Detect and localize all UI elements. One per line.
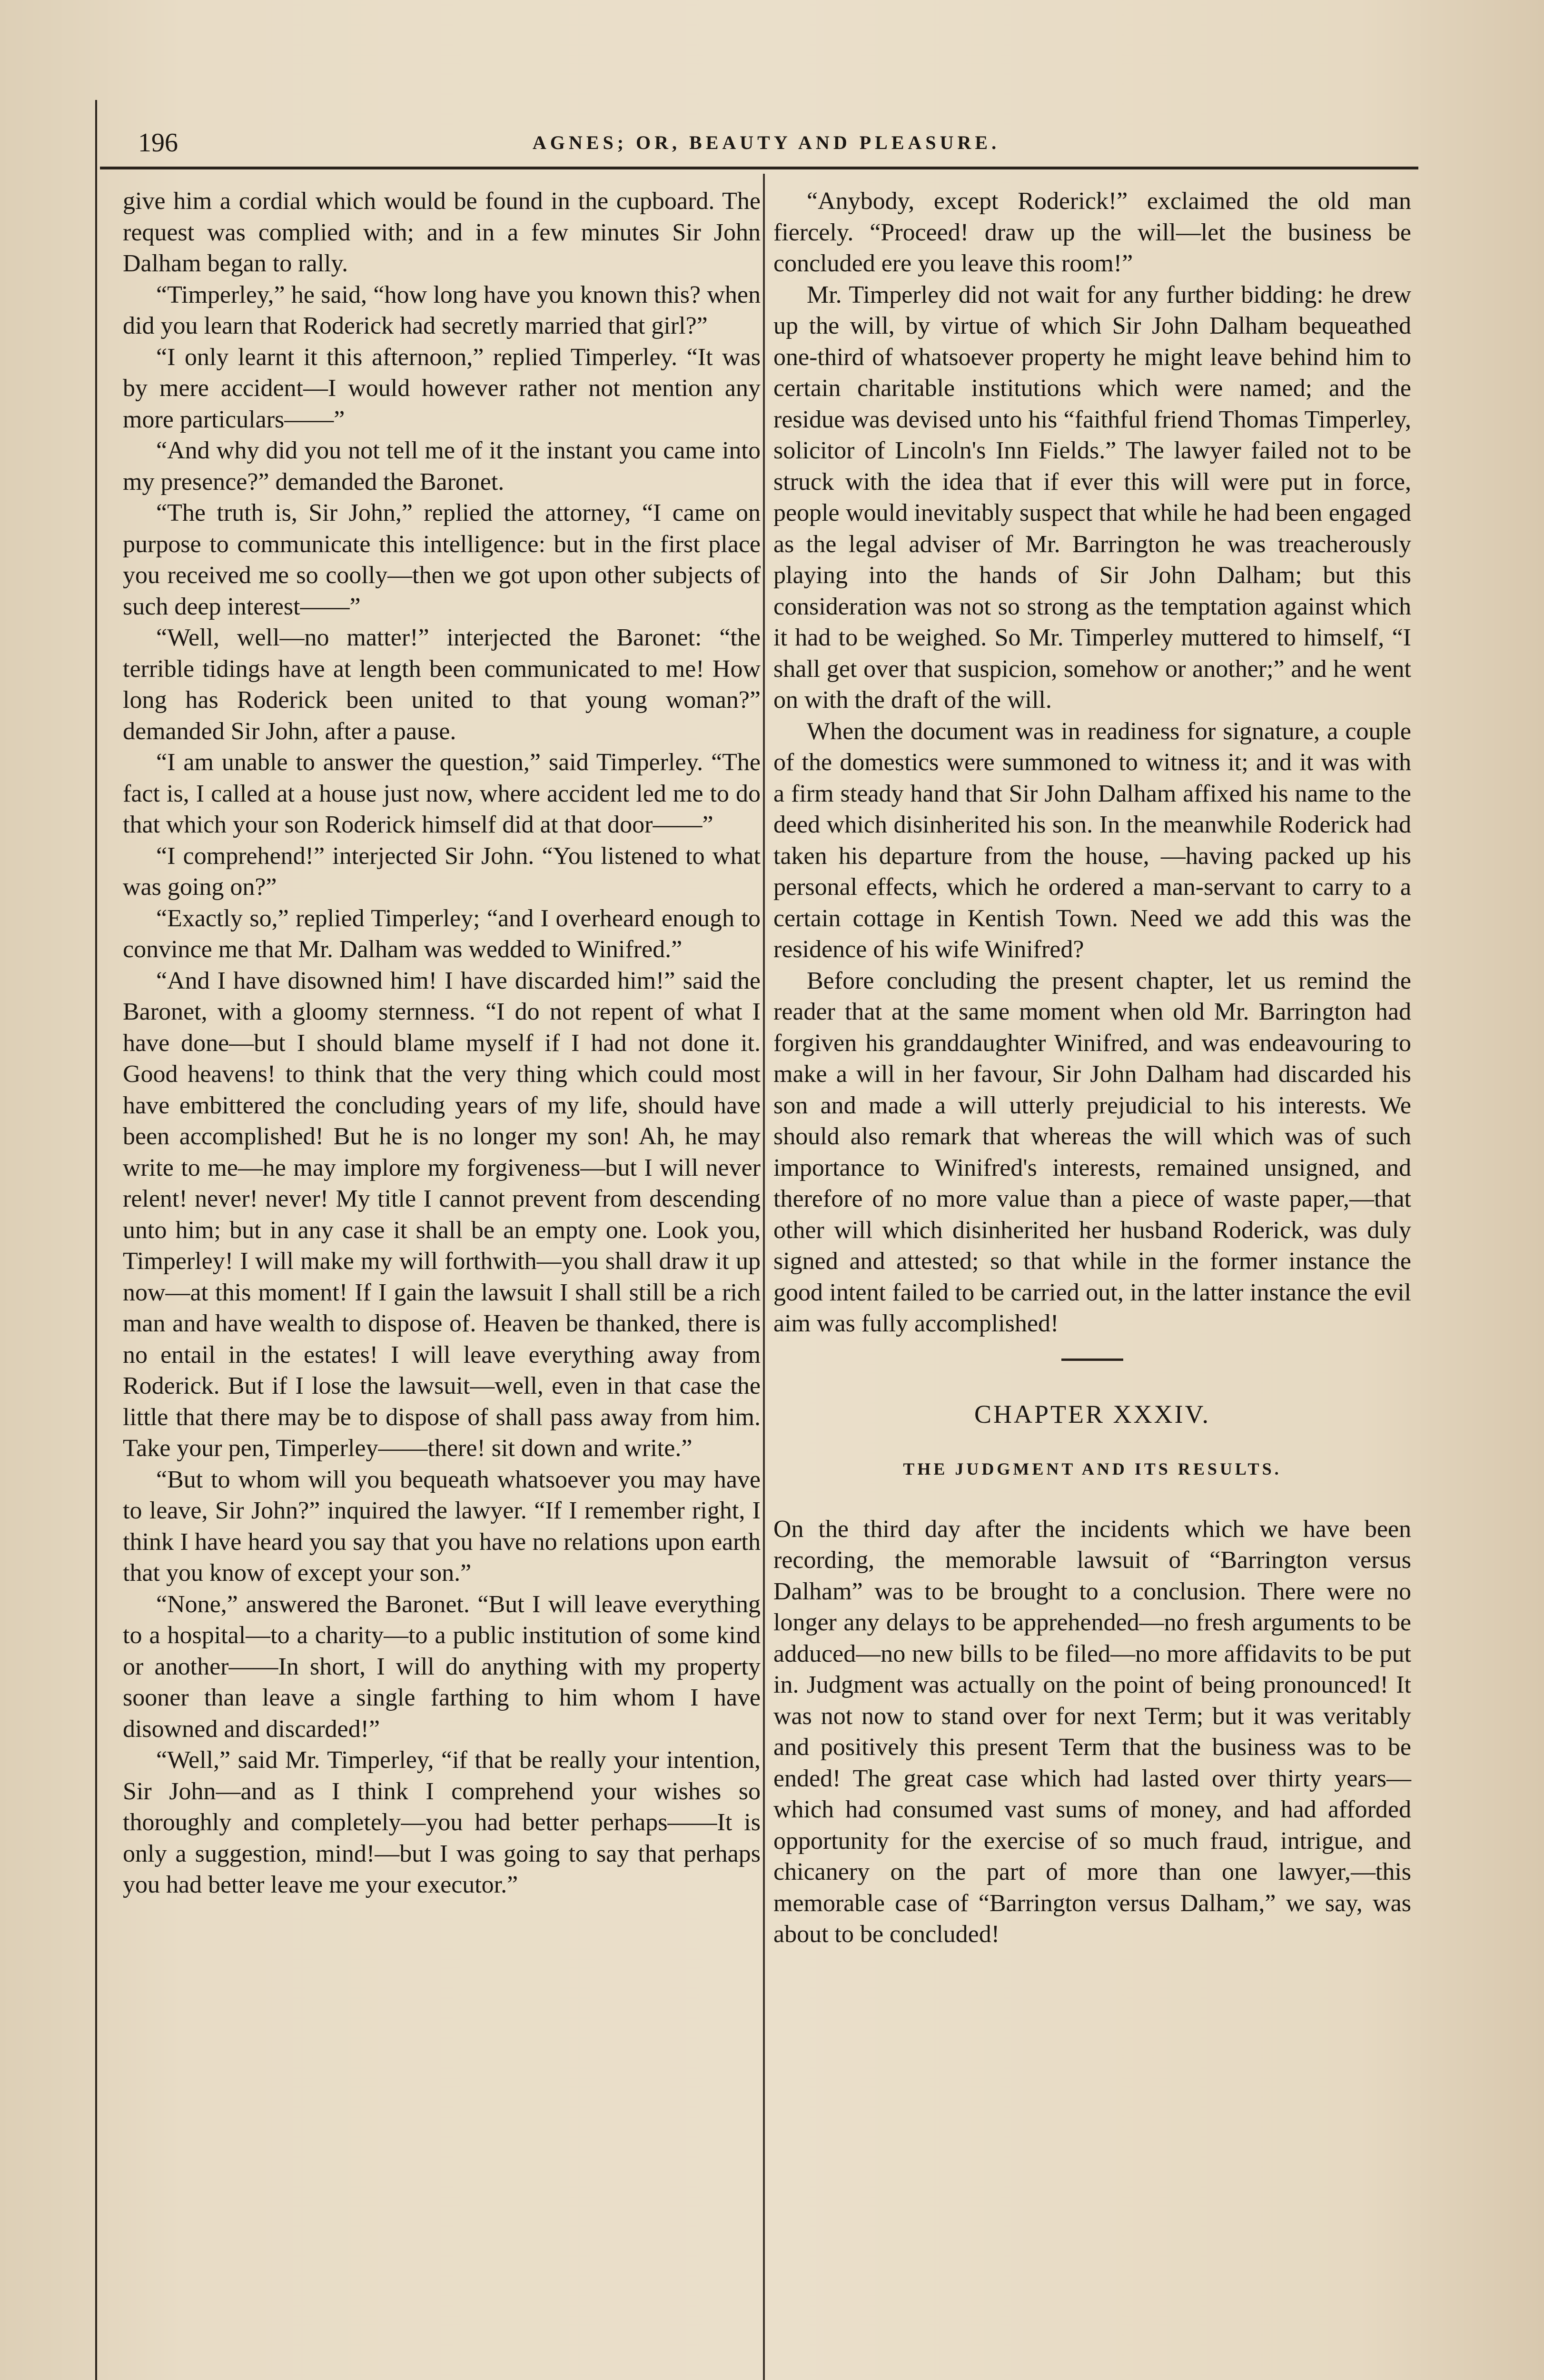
paragraph: “Exactly so,” replied Timperley; “and I overheard enough to convince me that Mr. Dalham was wedded to Winifred.” [123,904,761,963]
paragraph: “Well,” said Mr. Timperley, “if that be really your intention, Sir John—and as I think I comprehend your wishes so thoroughly and completely—you had better perhaps——It is only a suggestion, mind!—but I was going to say that perhaps you had better leave me your executor.” [123,1746,761,1898]
paragraph: “None,” answered the Baronet. “But I will leave everything to a hospital—to a charity—to a public institution of some kind or another——In short, I will do anything with my property sooner than leave a single farthing to him whom I have disowned and discarded!” [123,1590,761,1743]
page-number: 196 [138,128,178,158]
paragraph: “Well, well—no matter!” interjected the Baronet: “the terrible tidings have at length been communicated to me! How long has Roderick been united to that young woman?” demanded Sir John, after a pause. [123,624,761,745]
paragraph: “Timperley,” he said, “how long have you known this? when did you learn that Roderick had secretly married that girl?” [123,281,761,339]
paragraph: give him a cordial which would be found in the cupboard. The request was complied with; and in a few minutes Sir John Dalham began to rally. [123,188,761,277]
chapter-subtitle: THE JUDGMENT AND ITS RESULTS. [903,1459,1282,1478]
paragraph: On the third day after the incidents which we have been recording, the memorable lawsuit of “Barrington versus Dalham” was to be brought to a conclusion. There were no longer any delays to be apprehended—no fresh arguments to be adduced—no new bills to be filed—no more affidavits to be put in. Judgment was actually on the point of being pronounced! It was not now to stand over for next Term; but it was veritably and positively this present Term that the business was to be ended! The great case which had lasted over thirty years—which had consumed vast sums of money, and had afforded opportunity for the exercise of so much fraud, intrigue, and chicanery on the part of more than one lawyer,—this memorable case of “Barrington versus Dalham,” we say, was about to be concluded! [773,1515,1411,1948]
chapter-separator-rule [1061,1359,1123,1361]
paragraph: “I only learnt it this afternoon,” replied Timperley. “It was by mere accident—I would however rather not mention any more particulars——” [123,343,761,433]
page-frame-left-rule [95,100,97,2380]
column-divider [763,174,765,2380]
paragraph: Before concluding the present chapter, let us remind the reader that at the same moment when old Mr. Barrington had forgiven his granddaughter Winifred, and was endeavouring to make a will in her favour, Sir John Dalham had discarded his son and made a will utterly prejudicial to his interests. We should also remark that whereas the will which was of such importance to Winifred's interests, remained unsigned, and therefore of no more value than a piece of waste paper,—that other will which disinherited her husband Roderick, was duly signed and attested; so that while in the former instance the good intent failed to be carried out, in the latter instance the evil aim was fully accomplished! [773,967,1411,1337]
left-column [123,186,761,1901]
paragraph: “The truth is, Sir John,” replied the attorney, “I came on purpose to communicate this intelligence: but in the first place you received me so coolly—then we got upon other subjects of such deep interest——” [123,499,761,620]
running-head [124,128,1409,166]
running-title: AGNES; OR, BEAUTY AND PLEASURE. [532,132,1000,153]
paragraph: Mr. Timperley did not wait for any further bidding: he drew up the will, by virtue of which Sir John Dalham bequeathed one-third of whatsoever property he might leave behind him to certain charitable institutions which were named; and the residue was devised unto his “faithful friend Thomas Timperley, solicitor of Lincoln's Inn Fields.” The lawyer failed not to be struck with the idea that if ever this will were put in force, people would inevitably suspect that while he had been engaged as the legal adviser of Mr. Barrington he was treacherously playing into the hands of Sir John Dalham; but this consideration was not so strong as the temptation against which it had to be weighed. So Mr. Timperley muttered to himself, “I shall get over that suspicion, somehow or another;” and he went on with the draft of the will. [773,281,1411,714]
paragraph: “Anybody, except Roderick!” exclaimed the old man fiercely. “Proceed! draw up the will—let the business be concluded ere you leave this room!” [773,188,1411,277]
paragraph: “But to whom will you bequeath whatsoever you may have to leave, Sir John?” inquired the lawyer. “If I remember right, I think I have heard you say that you have no relations upon earth that you know of except your son.” [123,1466,761,1587]
chapter-heading: CHAPTER XXXIV. [974,1399,1211,1428]
paragraph: “I am unable to answer the question,” said Timperley. “The fact is, I called at a house just now, where accident led me to do that which your son Roderick himself did at that door——” [123,749,761,838]
paragraph: “I comprehend!” interjected Sir John. “You listened to what was going on?” [123,842,761,901]
paragraph: “And I have disowned him! I have discarded him!” said the Baronet, with a gloomy sternness. “I do not repent of what I have done—but I should blame myself if I had not done it. Good heavens! to think that the very thing which could most have embittered the concluding years of my life, should have been accomplished! But he is no longer my son! Ah, he may write to me—he may implore my forgiveness—but I will never relent! never! never! My title I cannot prevent from descending unto him; but in any case it shall be an empty one. Look you, Timperley! I will make my will forthwith—you shall draw it up now—at this moment! If I gain the lawsuit I shall still be a rich man and have wealth to dispose of. Heaven be thanked, there is no entail in the estates! I will leave everything away from Roderick. But if I lose the lawsuit—well, even in that case the little that there may be to dispose of shall pass away from him. Take your pen, Timperley——there! sit down and write.” [123,967,761,1462]
paragraph: When the document was in readiness for signature, a couple of the domestics were summoned to witness it; and it was with a firm steady hand that Sir John Dalham affixed his name to the deed which disinherited his son. In the meanwhile Roderick had taken his departure from the house, —having packed up his personal effects, which he ordered a man-servant to carry to a certain cottage in Kentish Town. Need we add this was the residence of his wife Winifred? [773,717,1411,963]
right-column [773,186,1411,1950]
header-rule [100,167,1418,169]
paragraph: “And why did you not tell me of it the instant you came into my presence?” demanded the Baronet. [123,437,761,496]
